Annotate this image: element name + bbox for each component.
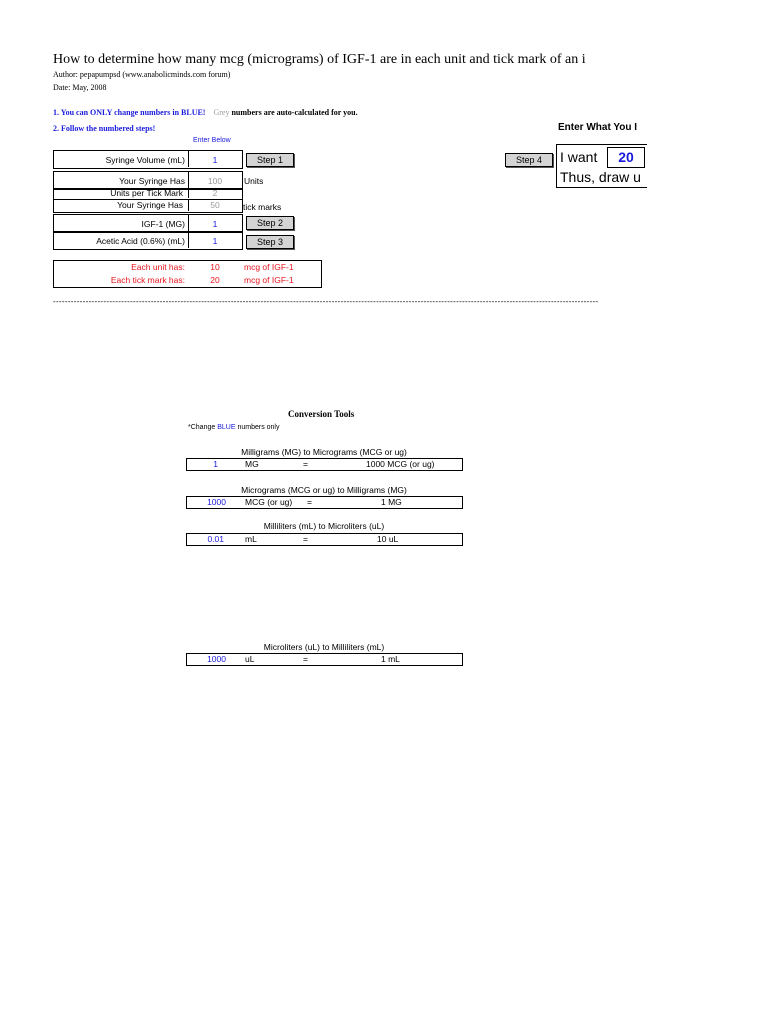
note-blue: BLUE (217, 424, 236, 431)
syringe-units-unit: Units (244, 176, 264, 186)
igf1-label: IGF-1 (MG) (141, 219, 185, 229)
per-tick-unit: mcg of IGF-1 (244, 275, 294, 285)
conversion-4-unit: uL (245, 654, 255, 664)
instruction-1-prefix: 1. You can ONLY change numbers in BLUE! (53, 108, 206, 117)
note-suffix: numbers only (237, 424, 280, 431)
conversion-2-result: 1 MG (381, 497, 402, 507)
author-line: Author: pepapumpsd (www.anabolicminds.com forum) (53, 70, 231, 79)
per-tick-value: 20 (210, 275, 220, 285)
per-tick-label: Each tick mark has: (110, 275, 185, 285)
step-2-button[interactable]: Step 2 (246, 216, 294, 230)
conversion-1-equals: = (303, 459, 308, 469)
note-prefix: *Change (188, 424, 216, 431)
conversion-2-equals: = (307, 497, 312, 507)
conversion-4-result: 1 mL (381, 654, 400, 664)
conversion-4-heading: Microliters (uL) to Milliliters (mL) (263, 642, 385, 652)
right-panel-heading: Enter What You I (558, 122, 638, 133)
syringe-volume-label: Syringe Volume (mL) (105, 155, 185, 165)
dashed-divider: ---------------------------------------------------------------------------------------------------------------------------------------------------------------------------------------- (53, 297, 598, 306)
conversion-3-heading: Milliliters (mL) to Microliters (uL) (263, 521, 385, 531)
thus-draw-label: Thus, draw u (560, 169, 641, 185)
instruction-1-suffix: numbers are auto-calculated for you. (231, 108, 358, 117)
igf1-input[interactable]: 1 (212, 219, 218, 229)
conversion-3-result: 10 uL (377, 534, 399, 544)
acetic-acid-input[interactable]: 1 (212, 236, 218, 246)
enter-below-label: Enter Below (193, 137, 231, 144)
conversion-2-input[interactable]: 1000 (207, 497, 226, 507)
syringe-ticks-value: 50 (210, 200, 220, 210)
conversion-4-equals: = (303, 654, 308, 664)
syringe-ticks-unit: tick marks (243, 202, 282, 212)
syringe-volume-input[interactable]: 1 (212, 155, 218, 165)
conversion-1-unit: MG (245, 459, 259, 469)
page-title: How to determine how many mcg (micrograms) of IGF-1 are in each unit and tick mark of an i (53, 52, 586, 67)
instruction-1-grey: Grey (213, 108, 230, 117)
conversion-3-input[interactable]: 0.01 (207, 534, 224, 544)
units-per-tick-value: 2 (212, 188, 218, 198)
units-per-tick-label: Units per Tick Mark (110, 188, 183, 198)
conversion-4-row (186, 653, 463, 666)
conversion-4-input[interactable]: 1000 (207, 654, 226, 664)
instruction-2: 2. Follow the numbered steps! (53, 124, 156, 133)
conversion-1-heading: Milligrams (MG) to Micrograms (MCG or ug) (241, 447, 407, 457)
per-unit-unit: mcg of IGF-1 (244, 262, 294, 272)
date-line: Date: May, 2008 (53, 83, 107, 92)
conversion-2-unit: MCG (or ug) (245, 497, 293, 507)
conversion-note (188, 424, 279, 431)
i-want-label: I want (560, 149, 598, 165)
conversion-3-unit: mL (245, 534, 257, 544)
conversion-2-row (186, 496, 463, 509)
conversion-title: Conversion Tools (288, 409, 355, 419)
step-4-button[interactable]: Step 4 (505, 153, 553, 167)
per-unit-label: Each unit has: (131, 262, 185, 272)
per-unit-value: 10 (210, 262, 220, 272)
step-3-button[interactable]: Step 3 (246, 235, 294, 249)
acetic-acid-label: Acetic Acid (0.6%) (mL) (96, 236, 185, 246)
syringe-ticks-label: Your Syringe Has (117, 200, 183, 210)
conversion-1-result: 1000 MCG (or ug) (366, 459, 435, 469)
syringe-units-value: 100 (207, 176, 223, 186)
conversion-3-row (186, 533, 463, 546)
conversion-3-equals: = (303, 534, 308, 544)
conversion-2-heading: Micrograms (MCG or ug) to Milligrams (MG) (241, 485, 407, 495)
conversion-1-input[interactable]: 1 (213, 459, 218, 469)
instruction-1 (53, 108, 358, 117)
want-box (556, 144, 647, 188)
step-1-button[interactable]: Step 1 (246, 153, 294, 167)
syringe-units-label: Your Syringe Has (119, 176, 185, 186)
want-input[interactable]: 20 (607, 147, 645, 168)
